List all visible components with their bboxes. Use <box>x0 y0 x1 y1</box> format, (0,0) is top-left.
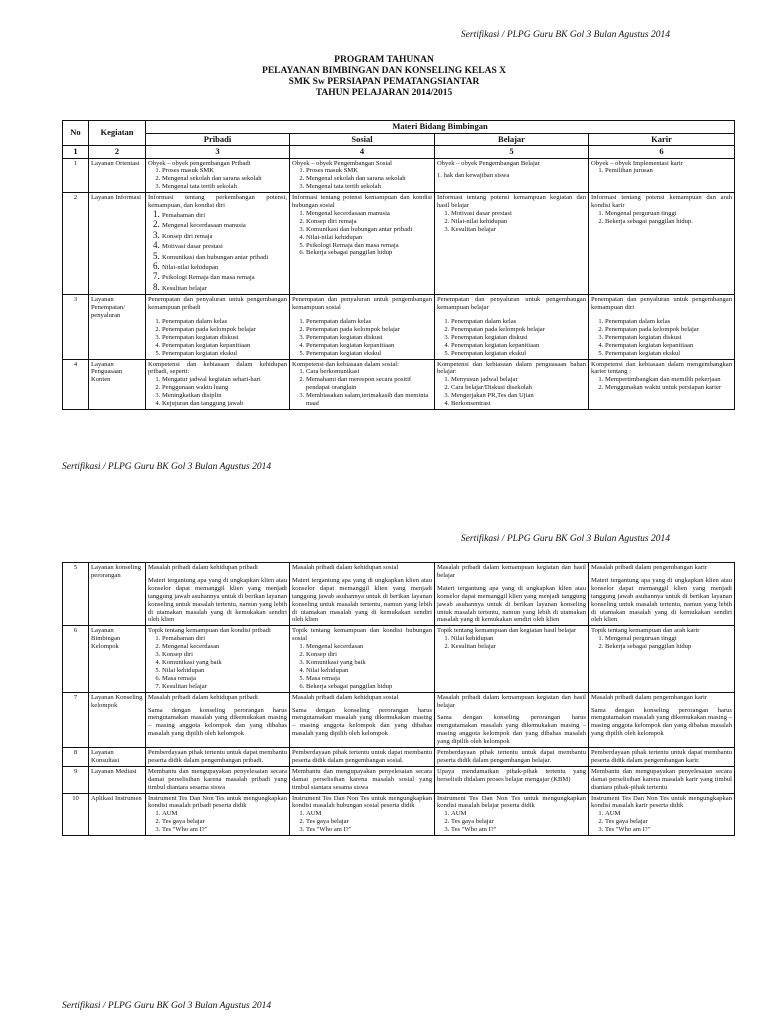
cell-list <box>591 810 732 834</box>
cell-belajar <box>435 359 589 409</box>
list-item: 2. Menggunakan waktu untuk persiapan karier <box>605 384 732 392</box>
cell-heading: Pemberdayaan pihak tertentu untuk dapat membantu peserta didik dalam pengembangan karir. <box>591 749 732 764</box>
cell-list <box>292 167 432 191</box>
cell-heading: Topik tentang kemampuan dan kegiatan hasil belajar <box>437 627 577 635</box>
cell-heading: Masalah pribadi dalam pengembangan karir <box>591 564 708 571</box>
list-item: 2. Mengenal sekolah dan sarana sekolah <box>306 175 432 183</box>
row-number: 2 <box>63 193 89 295</box>
list-item: 4. Nilai-nilai kehidupan <box>306 234 432 242</box>
cell-list <box>437 210 586 234</box>
cell-sosial <box>290 748 435 767</box>
list-item: 5. Penempatan kegiatan ekskul <box>451 350 586 358</box>
table-row <box>63 793 735 836</box>
cell-heading: Penempatan dan penyaluran untuk pengembangan kemampuan pribadi <box>148 296 287 312</box>
list-item: 4. Komunikasi yang baik <box>162 659 287 667</box>
cell-heading: Membantu dan mengupayakan penyelesaian secara damai perselisihan karena masalah pribadi yang timbul diantara sesama siswa <box>148 767 287 791</box>
list-item: 3. Penempatan kegiatan diskusi <box>605 334 732 342</box>
cell-heading: Informasi tentang potensi kemampuan dan kondisi hubungan sosial <box>292 194 432 210</box>
cell-sosial <box>290 692 435 747</box>
table-row <box>63 766 735 793</box>
list-item: 1. Mengenal perguruan tinggi <box>605 210 732 218</box>
list-item: 1. Cara berkomunikasi <box>306 368 432 376</box>
page-header: Sertifikasi / PLPG Guru BK Gol 3 Bulan Agustus 2014 <box>460 30 670 40</box>
table-row <box>63 692 735 747</box>
cell-heading: Pemberdayaan pihak tertentu untuk dapat membantu peserta didik dalam pengembangan sosial. <box>292 749 432 764</box>
cell-pribadi <box>146 793 290 836</box>
cell-pribadi <box>146 766 290 793</box>
list-item: 2. Kesulitan belajar <box>451 643 586 651</box>
cell-heading: Masalah pribadi dalam kemampuan kegiatan dan hasil belajar <box>437 693 586 709</box>
list-item: 4. Kejujuran dan tanggung jawab <box>162 400 287 408</box>
list-item: 6. Masa remaja <box>162 675 287 683</box>
cell-list <box>292 318 432 358</box>
list-item: 3. Meningkatkan disiplin <box>162 392 287 400</box>
cell-belajar <box>435 692 589 747</box>
col-number-1: 1 <box>63 146 89 159</box>
cell-belajar <box>435 295 589 359</box>
list-item: 2. Konsep diri <box>306 651 432 659</box>
table-body-page-1 <box>63 158 735 409</box>
col-number-3: 3 <box>146 146 290 159</box>
row-number: 7 <box>63 692 89 747</box>
cell-list <box>148 635 287 690</box>
row-kegiatan: Layanan Penempatan/ penyaluran <box>89 295 146 359</box>
list-item: 1. Mengenal perguruan tinggi <box>605 635 732 643</box>
list-item: 1. Penempatan dalam kelas <box>306 318 432 326</box>
list-item: 2. Penggunaan waktu luang <box>162 384 287 392</box>
cell-belajar <box>435 563 589 626</box>
list-item: 5. Penempatan kegiatan ekskul <box>162 350 287 358</box>
cell-sosial <box>290 295 435 359</box>
list-item: 4. Penempatan kegiatan kepanitiaan <box>162 342 287 350</box>
list-item: 3. Kesulitan belajar <box>451 226 586 234</box>
list-item: 3. Mengenal tata tertib sekolah <box>306 183 432 191</box>
cell-list <box>437 810 586 834</box>
cell-sosial <box>290 563 435 626</box>
cell-heading: Masalah pribadi dalam pengembangan karir <box>591 693 708 701</box>
list-item: 1. AUM <box>605 810 732 818</box>
list-item: 2. Penempatan pada kelompok belajar <box>451 326 586 334</box>
list-item: 7. Kesulitan belajar <box>162 683 287 691</box>
cell-sosial <box>290 193 435 295</box>
col-number-6: 6 <box>589 146 735 159</box>
list-item: 4. Berkonsentrasi <box>451 400 586 408</box>
cell-belajar <box>435 793 589 836</box>
list-item: 4. Nilai kehidupan <box>306 667 432 675</box>
table-row <box>63 193 735 295</box>
cell-pribadi <box>146 158 290 193</box>
cell-heading: Instrument Tes Dan Non Tes untuk mengungkapkan kondisi masalah pribadi peserta didik <box>148 794 287 810</box>
list-item: 1. Motivasi dasar prestasi <box>451 210 586 218</box>
list-item: 5. Penempatan kegiatan ekskul <box>306 350 432 358</box>
list-item: 1. Proses masuk SMK <box>162 167 287 175</box>
cell-list <box>148 210 287 293</box>
cell-paragraph: Sama dengan konseling perorangan harus mengutamakan masalah yang dikemukakan masing – masing anggota kelompok dan yang dibahas masalah yang dipilih oleh kelompok <box>437 714 586 746</box>
cell-pribadi <box>146 359 290 409</box>
list-item: 2. Penempatan pada kelompok belajar <box>306 326 432 334</box>
list-item: 1. Proses masuk SMK <box>306 167 432 175</box>
cell-sosial <box>290 793 435 836</box>
list-item: 5. Masa remaja <box>306 675 432 683</box>
cell-list <box>591 376 732 392</box>
row-kegiatan: Layanan Informasi <box>89 193 146 295</box>
cell-list <box>591 210 732 226</box>
list-item: 2. Penempatan pada kelompok belajar <box>605 326 732 334</box>
row-number: 9 <box>63 766 89 793</box>
cell-karir <box>589 626 735 692</box>
cell-list <box>437 635 586 651</box>
document-title <box>0 55 768 99</box>
row-kegiatan: Aplikasi Instrumen <box>89 793 146 836</box>
cell-heading: Kompetensi dan kebiasaan dalam kehidupan pribadi, seperti: <box>148 360 287 376</box>
cell-paragraph: Materi tergantung apa yang di ungkapkan klien atau konselor dapat memanggil klien yang menjadi tanggung jawab asuhannya untuk di berikan layanan konseling untuk masalah tertentu, namun yang lebih di utamakan masalah yang di kemukakan sendiri oleh klien <box>437 584 586 624</box>
list-item: 3. Komunikasi dan hubungan antar pribadi <box>306 226 432 234</box>
row-kegiatan: Layanan Konsultasi <box>89 748 146 767</box>
list-item: 1. AUM <box>451 810 586 818</box>
cell-belajar <box>435 766 589 793</box>
cell-sosial <box>290 626 435 692</box>
cell-karir <box>589 793 735 836</box>
cell-list <box>437 376 586 408</box>
cell-heading: Obyek – obyek Pengembangan Belajar <box>437 159 540 167</box>
list-item: 2. Memahami dan merespon secara positif pendapat oranglain <box>306 376 432 392</box>
list-item: 1. Menyusun jadwal belajar <box>451 376 586 384</box>
cell-karir <box>589 748 735 767</box>
cell-belajar <box>435 158 589 193</box>
cell-heading: Upaya mendamaikan pihak-pihak tertentu yang berselisih didalam proses belajar mengajar (KBM) <box>437 767 586 783</box>
cell-heading: Membantu dan mengupayakan penyelesaian secara damai perselisihan karena masalah karir yang timbul diantara pihak-pihak tertentu <box>591 767 732 791</box>
cell-pribadi <box>146 563 290 626</box>
cell-paragraph: Materi tergantung apa yang di ungkapkan klien atau konselor dapat memanggil klien yang menjadi tanggung jawab asuhannya untuk di berikan layanan konseling untuk masalah tertentu, namun yang lebih di utamakan masalah yang di kemukakan sendiri oleh klien <box>591 576 732 624</box>
table-body-page-2 <box>63 563 735 836</box>
list-item: 1. Nilai kehidupan <box>451 635 586 643</box>
col-header-karir: Karir <box>589 133 735 146</box>
cell-karir <box>589 766 735 793</box>
col-header-kegiatan: Kegiatan <box>89 121 146 146</box>
table-row <box>63 626 735 692</box>
cell-heading: Masalah pribadi dalam kehidupan sosial <box>292 693 399 701</box>
cell-heading: Penempatan dan penyaluran untuk pengembangan kemampuan sosial <box>292 296 432 312</box>
table-row <box>63 563 735 626</box>
list-item: 5. Psikologi Remaja dan masa remaja <box>306 242 432 250</box>
list-item: 3. Tes "Who am I?" <box>162 826 287 834</box>
col-number-4: 4 <box>290 146 435 159</box>
col-header-sosial: Sosial <box>290 133 435 146</box>
cell-heading: Obyek – obyek Pengembangan Sosial <box>292 159 392 167</box>
cell-paragraph: Materi tergantung apa yang di ungkapkan klien atau konselor dapat memanggil klien yang menjadi tanggung jawab asuhannya untuk di berikan layanan konseling untuk masalah tertentu, namun yang lebih di utamakan masalah yang di kemukakan sendiri oleh klien <box>148 576 287 624</box>
row-number: 10 <box>63 793 89 836</box>
cell-heading: Membantu dan mengupayakan penyelesaian secara damai perselisihan karena masalah sosial yang timbul siantara sesama siswa <box>292 767 432 791</box>
cell-pribadi <box>146 295 290 359</box>
table-row <box>63 295 735 359</box>
cell-pribadi <box>146 692 290 747</box>
document-page-2 <box>0 520 768 1024</box>
list-item: 2. Tes gaya belajar <box>451 818 586 826</box>
cell-heading: Pemberdayaan pihak tertentu untuk dapat membantu peserta didik dalam pengembangan pribadi. <box>148 749 287 764</box>
list-item: 2. Mengenal kecerdasaan manusia <box>162 220 287 230</box>
cell-heading: Masalah pribadi dalam kehidupan pribadi <box>148 693 258 701</box>
row-kegiatan: Layanan Konseling kelompok <box>89 692 146 747</box>
cell-sosial <box>290 766 435 793</box>
table-row <box>63 748 735 767</box>
cell-heading: Topik tentang kemampuan dan arah karir <box>591 627 700 635</box>
cell-heading: Pemberdayaan pihak tertentu untuk dapat membantu peserta didik dalam pengembangan belajar. <box>437 749 586 764</box>
cell-belajar <box>435 626 589 692</box>
list-item: 2. Bekerja sebagai panggilan hidup <box>605 643 732 651</box>
list-item: 8. Kesulitan belajar <box>162 283 287 293</box>
list-item: 2. Mengenal sekolah dan sarana sekolah <box>162 175 287 183</box>
cell-sosial <box>290 158 435 193</box>
cell-heading: Kompetensi dan kebiasaan dalam penguasaan bahan belajar: <box>437 360 586 376</box>
cell-heading: Masalah pribadi dalam kehidupan sosial <box>292 564 399 571</box>
cell-list <box>591 635 732 651</box>
cell-list <box>292 643 432 690</box>
list-item: 5. Penempatan kegiatan ekskul <box>605 350 732 358</box>
list-item: 4. Penempatan kegiatan kepanitiaan <box>306 342 432 350</box>
table-row <box>63 359 735 409</box>
col-header-belajar: Belajar <box>435 133 589 146</box>
cell-heading: Penempatan dan penyaluran untuk pengembangan kemampuan belajar <box>437 296 586 312</box>
list-item: 2. Tes gaya belajar <box>605 818 732 826</box>
list-item: 1. Penempatan dalam kelas <box>162 318 287 326</box>
list-item: 4. Penempatan kegiatan kepanitiaan <box>605 342 732 350</box>
list-item: 1. Penempatan dalam kelas <box>605 318 732 326</box>
cell-heading: Kompetensi dan kebiasaan dalam mengembangkan karier tentang : <box>591 360 733 376</box>
cell-heading: Masalah pribadi dalam kehidupan pribadi <box>148 564 258 571</box>
col-number-2: 2 <box>89 146 146 159</box>
cell-karir <box>589 563 735 626</box>
program-table-page-2 <box>62 562 735 836</box>
cell-heading: Topik tentang kemampuan dan kondisi pribadi <box>148 627 271 635</box>
row-number: 6 <box>63 626 89 692</box>
list-item: 3. Membiasakan salam,terimakasih dan meminta maaf <box>306 392 432 408</box>
cell-list <box>292 210 432 257</box>
cell-karir <box>589 295 735 359</box>
cell-karir <box>589 158 735 193</box>
cell-pribadi <box>146 748 290 767</box>
row-number: 1 <box>63 158 89 193</box>
program-table-page-1 <box>62 120 735 410</box>
row-kegiatan: Layanan konseling perorangan <box>89 563 146 626</box>
row-number: 5 <box>63 563 89 626</box>
cell-heading: Masalah pribadi dalam kemampuan kegiatan dan hasil belajar <box>437 564 586 579</box>
cell-paragraph: Sama dengan konseling perorangan harus mengutamakan masalah yang dikemukakan masing – masing anggota kelompok dan yang dibahas masalah yang dipilih oleh kelompok <box>292 706 432 738</box>
list-item: 2. Bekerja sebagai panggilan hidup. <box>605 218 732 226</box>
list-item: 3. Tes "Who am I?" <box>605 826 732 834</box>
list-item: 7. Psikologi Remaja dan masa remaja <box>162 272 287 282</box>
row-kegiatan: Layanan Orientasi <box>89 158 146 193</box>
cell-pribadi <box>146 626 290 692</box>
cell-paragraph: Sama dengan konseling perorangan harus mengutamakan masalah yang dikemukakan masing – masing anggota kelompok dan yang dibahas masalah yang dipilih oleh kelompok <box>148 706 287 738</box>
cell-list <box>292 368 432 408</box>
cell-list <box>437 318 586 358</box>
list-item: 2. Cara belajar/Diskusi disekolah <box>451 384 586 392</box>
list-item: 3. Mengenal tata tertib sekolah <box>162 183 287 191</box>
list-item: 3. Tes "Who am I?" <box>451 826 586 834</box>
col-header-pribadi: Pribadi <box>146 133 290 146</box>
list-item: 3. Penempatan kegiatan diskusi <box>306 334 432 342</box>
cell-heading: Instrument Tes Dan Non Tes untuk mengungkapkan kondisi masalah belajar peserta didik <box>437 794 586 810</box>
row-number: 4 <box>63 359 89 409</box>
row-kegiatan: Layanan Mediasi <box>89 766 146 793</box>
cell-paragraph: Materi tergantung apa yang di ungkapkan klien atau konselor dapat memanggil klien yang menjadi tanggung jawab asuhannya untuk di berikan layanan konseling untuk masalah tertentu, namun yang lebih di utamakan masalah yang di kemukakan sendiri oleh klien <box>292 576 432 624</box>
cell-paragraph: Sama dengan konseling perorangan harus mengutamakan masalah yang dikemukakan masing – masing anggota kelompok dan yang dibahas masalah yang dipilih oleh kelompok <box>591 706 732 738</box>
list-item: 1. Mengenal kecerdasan <box>306 643 432 651</box>
list-item: 1. Mempertimbangkan dan memilih pekerjaan <box>605 376 732 384</box>
row-number: 3 <box>63 295 89 359</box>
col-header-materi: Materi Bidang Bimbingan <box>146 121 735 134</box>
list-item: 2. Konsep diri remaja <box>306 218 432 226</box>
col-number-5: 5 <box>435 146 589 159</box>
list-item: 1. Penempatan dalam kelas <box>451 318 586 326</box>
table-row <box>63 158 735 193</box>
cell-list <box>591 167 732 175</box>
cell-heading: Instrument Tes Dan Non Tes untuk mengungkapkan kondisi masalah karir peserta didik <box>591 794 732 810</box>
cell-heading: Obyek – obyek pengembangan Pribadi <box>148 159 251 167</box>
col-header-no: No <box>63 121 89 146</box>
list-item: 2. Tes gaya belajar <box>162 818 287 826</box>
cell-belajar <box>435 748 589 767</box>
list-item: 2. Nilai-nilai kehidupan <box>451 218 586 226</box>
list-item: 3. Mengerjakan PR,Tes dan Ujian <box>451 392 586 400</box>
cell-list <box>292 810 432 834</box>
list-item: 4. Motivasi dasar prestasi <box>162 241 287 251</box>
list-item: 1. Pemilihan jurusan <box>605 167 732 175</box>
list-item: 1. Pemahaman diri <box>162 635 287 643</box>
cell-pribadi <box>146 193 290 295</box>
title-line-3: SMK Sw PERSIAPAN PEMATANGSIANTAR <box>288 77 480 87</box>
cell-list <box>591 318 732 358</box>
list-item: 2. Penempatan pada kelompok belajar <box>162 326 287 334</box>
page-footer: Sertifikasi / PLPG Guru BK Gol 3 Bulan Agustus 2014 <box>62 1001 272 1011</box>
row-kegiatan: Layanan Bimbingan Kelompok <box>89 626 146 692</box>
cell-heading: Informasi tentang perkembangan potensi, kemampuan, dan kondisi diri <box>148 194 287 210</box>
cell-karir <box>589 692 735 747</box>
list-item: 1. AUM <box>306 810 432 818</box>
cell-karir <box>589 359 735 409</box>
list-item: 6. Bekerja sebagai panggilan hidup <box>306 683 432 691</box>
row-number: 8 <box>63 748 89 767</box>
page-footer: Sertifikasi / PLPG Guru BK Gol 3 Bulan Agustus 2014 <box>62 462 272 472</box>
list-item: 3. Tes "Who am I?" <box>306 826 432 834</box>
cell-karir <box>589 193 735 295</box>
row-kegiatan: Layanan Penguasaan Konten <box>89 359 146 409</box>
list-item: 3. Penempatan kegiatan diskusi <box>451 334 586 342</box>
cell-heading: Instrument Tes Dan Non Tes untuk mengungkapkan kondisi masalah hubungan sosial peserta didik <box>292 794 432 810</box>
cell-heading: Informasi tentang potensi kemampuan dan arah kondisi karir <box>591 194 733 210</box>
list-item: 5. Komunikasi dan hubungan antar pribadi <box>162 252 287 262</box>
cell-heading: Topik tentang kemampuan dan kondisi hubungan sosial <box>292 627 432 643</box>
list-item: 6. Bekerja sebagai panggilan hidup <box>306 249 432 257</box>
cell-sosial <box>290 359 435 409</box>
cell-list <box>148 167 287 191</box>
cell-heading: Obyek – obyek Implementasi karir <box>591 159 683 167</box>
title-line-1: PROGRAM TAHUNAN <box>334 55 434 65</box>
list-item: 4. Penempatan kegiatan kepanitiaan <box>451 342 586 350</box>
cell-belajar <box>435 193 589 295</box>
cell-list <box>148 376 287 408</box>
list-item: 5. Nilai kehidupan <box>162 667 287 675</box>
list-item: 3. Konsep diri remaja <box>162 231 287 241</box>
list-item: 2. Mengenal kecerdasan <box>162 643 287 651</box>
title-line-2: PELAYANAN BIMBINGAN DAN KONSELING KELAS X <box>262 66 506 76</box>
list-item: 2. Tes gaya belajar <box>306 818 432 826</box>
page-header: Sertifikasi / PLPG Guru BK Gol 3 Bulan Agustus 2014 <box>460 534 670 544</box>
document-page-1 <box>0 0 768 500</box>
cell-heading: Kompetensi dan kebiasaan dalam sosial: <box>292 360 399 368</box>
cell-paragraph: 1. hak dan kewajiban siswa <box>437 172 510 180</box>
list-item: 3. Komunikasi yang baik <box>306 659 432 667</box>
title-line-4: TAHUN PELAJARAN 2014/2015 <box>315 88 453 98</box>
list-item: 1. AUM <box>162 810 287 818</box>
cell-list <box>148 810 287 834</box>
list-item: 1. Mengatur jadwal kegiatan sehari-hari <box>162 376 287 384</box>
list-item: 3. Penempatan kegiatan diskusi <box>162 334 287 342</box>
cell-heading: Penempatan dan penyaluran untuk pengembangan kemampuan diri <box>591 296 733 312</box>
cell-list <box>148 318 287 358</box>
cell-heading: Informasi tentang potensi kemampuan kegiatan dan hasil belajar <box>437 194 586 210</box>
list-item: 1. Pemahaman diri <box>162 210 287 220</box>
list-item: 3. Konsep diri <box>162 651 287 659</box>
list-item: 1. Mengenal kecerdasaan manusia <box>306 210 432 218</box>
list-item: 6. Nilai-nilai kehidupan <box>162 262 287 272</box>
